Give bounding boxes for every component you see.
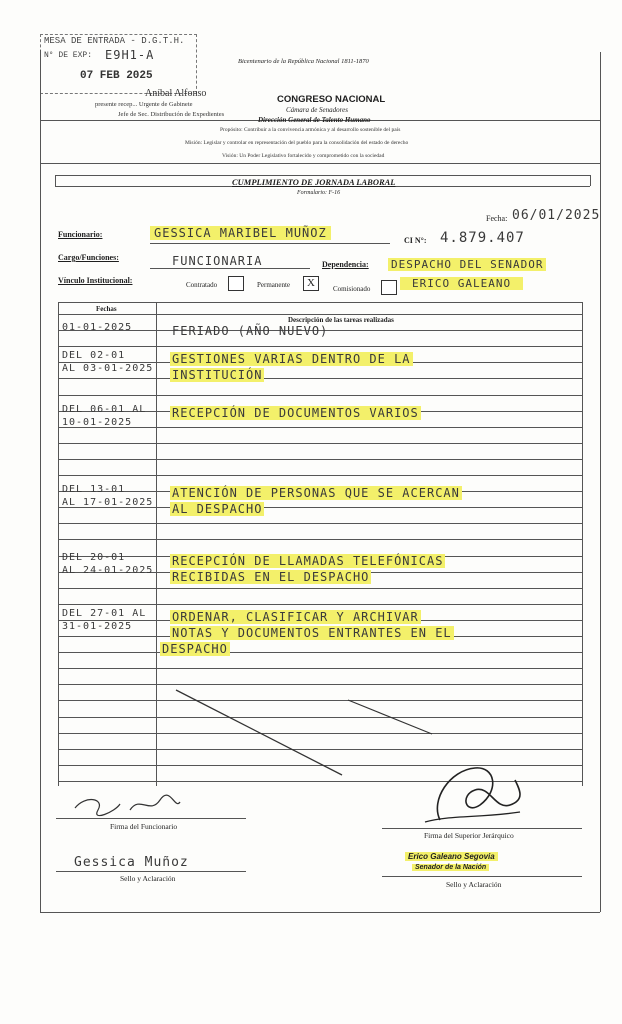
entry-date-end: 10-01-2025 xyxy=(62,417,133,428)
cargo-label: Cargo/Funciones: xyxy=(58,253,119,262)
fecha-value: 06/01/2025 xyxy=(512,208,601,223)
funcionario-signature xyxy=(70,790,190,820)
stamp-overlap-name: Aníbal Alfonso xyxy=(145,88,207,99)
superior-name: Erico Galeano Segovia xyxy=(405,852,498,861)
superior-signature xyxy=(420,750,530,830)
sello-right-line xyxy=(382,876,582,877)
dependencia-value-2: ERICO GALEANO xyxy=(400,277,523,290)
firma-funcionario-label: Firma del Funcionario xyxy=(110,822,178,831)
stamp-line-1: MESA DE ENTRADA - D.G.T.H. xyxy=(44,36,185,46)
dependencia-label: Dependencia: xyxy=(322,260,369,269)
entry-description-line-1: RECEPCIÓN DE LLAMADAS TELEFÓNICAS xyxy=(172,554,444,568)
entry-description-line-1: GESTIONES VARIAS DENTRO DE LA xyxy=(172,352,411,366)
permanente-label: Permanente xyxy=(257,281,291,289)
entry-description-line-1: ATENCIÓN DE PERSONAS QUE SE ACERCAN xyxy=(172,486,460,500)
firma-funcionario-line xyxy=(56,818,246,819)
entry-date-end: AL 03-01-2025 xyxy=(62,363,154,374)
entry-description-line-2: NOTAS Y DOCUMENTOS ENTRANTES EN EL xyxy=(172,626,452,640)
header-vision: Visión: Un Poder Legislativo fortalecido y comprometido con la sociedad xyxy=(222,153,385,159)
comisionado-label: Comisionado xyxy=(333,285,371,293)
entry-description-line-2: AL DESPACHO xyxy=(172,502,263,516)
form-number: Formulario: F-16 xyxy=(297,190,341,196)
entry-date-end: AL 24-01-2025 xyxy=(62,565,154,576)
col-header-description: Descripción de las tareas realizadas xyxy=(288,316,394,324)
header-motto: Bicentenario de la República Nacional 1811-1870 xyxy=(238,58,369,65)
funcionario-name-handwritten: Gessica Muñoz xyxy=(74,855,189,870)
entry-date-start: DEL 20-01 xyxy=(62,552,126,563)
cargo-value: FUNCIONARIA xyxy=(172,254,263,268)
entry-date-start: DEL 06-01 AL xyxy=(62,404,147,415)
entry-date-start: DEL 02-01 xyxy=(62,350,126,361)
entry-date-end: 31-01-2025 xyxy=(62,621,133,632)
contratado-label: Contratado xyxy=(186,281,218,289)
header-institution: CONGRESO NACIONAL xyxy=(277,94,386,105)
sello-left-label: Sello y Aclaración xyxy=(120,874,176,883)
permanente-checkbox[interactable]: X xyxy=(303,276,319,291)
form-title: CUMPLIMIENTO DE JORNADA LABORAL xyxy=(232,177,396,187)
firma-superior-line xyxy=(382,828,582,829)
ci-label: CI N°: xyxy=(404,236,427,245)
header-proposito: Propósito: Contribuir a la convivencia armónica y al desarrollo sostenible del país xyxy=(220,127,401,133)
col-header-fechas: Fechas xyxy=(96,305,117,313)
funcionario-label: Funcionario: xyxy=(58,230,103,239)
superior-title: Senador de la Nación xyxy=(412,864,489,871)
sello-right-label: Sello y Aclaración xyxy=(446,880,502,889)
dependencia-value-1: DESPACHO DEL SENADOR xyxy=(388,258,546,271)
stamp-overlap-2: presente recep... Urgente de Gabinete xyxy=(95,101,193,108)
stamp-exp-label: N° DE EXP: xyxy=(44,51,93,60)
entry-description-line-2: INSTITUCIÓN xyxy=(172,368,263,382)
strike-line-1 xyxy=(176,690,342,775)
strike-line-2 xyxy=(348,700,432,734)
header-department: Dirección General de Talento Humano xyxy=(258,116,371,124)
stamp-exp-value: E9H1-A xyxy=(105,48,155,62)
stamp-overlap-3: Jefe de Sec. Distribución de Expedientes xyxy=(118,111,225,118)
entry-date-start: 01-01-2025 xyxy=(62,322,133,333)
header-chamber: Cámara de Senadores xyxy=(286,106,348,114)
entry-date-start: DEL 27-01 AL xyxy=(62,608,147,619)
ci-value: 4.879.407 xyxy=(440,230,525,246)
fecha-label: Fecha: xyxy=(486,214,508,223)
entry-description-line-3: DESPACHO xyxy=(162,642,228,656)
header-mision: Misión: Legislar y controlar en representación del pueblo para la consolidación del estado de derecho xyxy=(185,140,409,146)
entry-date-end: AL 17-01-2025 xyxy=(62,497,154,508)
entry-description-line-1: ORDENAR, CLASIFICAR Y ARCHIVAR xyxy=(172,610,419,624)
entry-date-start: DEL 13-01 xyxy=(62,484,126,495)
entry-description-line-1: RECEPCIÓN DE DOCUMENTOS VARIOS xyxy=(172,406,419,420)
entry-description-line-1: FERIADO (AÑO NUEVO) xyxy=(172,324,329,338)
funcionario-value: GESSICA MARIBEL MUÑOZ xyxy=(150,226,331,240)
vinculo-label: Vínculo Institucional: xyxy=(58,276,133,285)
entry-description-line-2: RECIBIDAS EN EL DESPACHO xyxy=(172,570,370,584)
firma-superior-label: Firma del Superior Jerárquico xyxy=(424,831,514,840)
stamp-date: 07 FEB 2025 xyxy=(80,70,153,82)
sello-left-line xyxy=(56,871,246,872)
